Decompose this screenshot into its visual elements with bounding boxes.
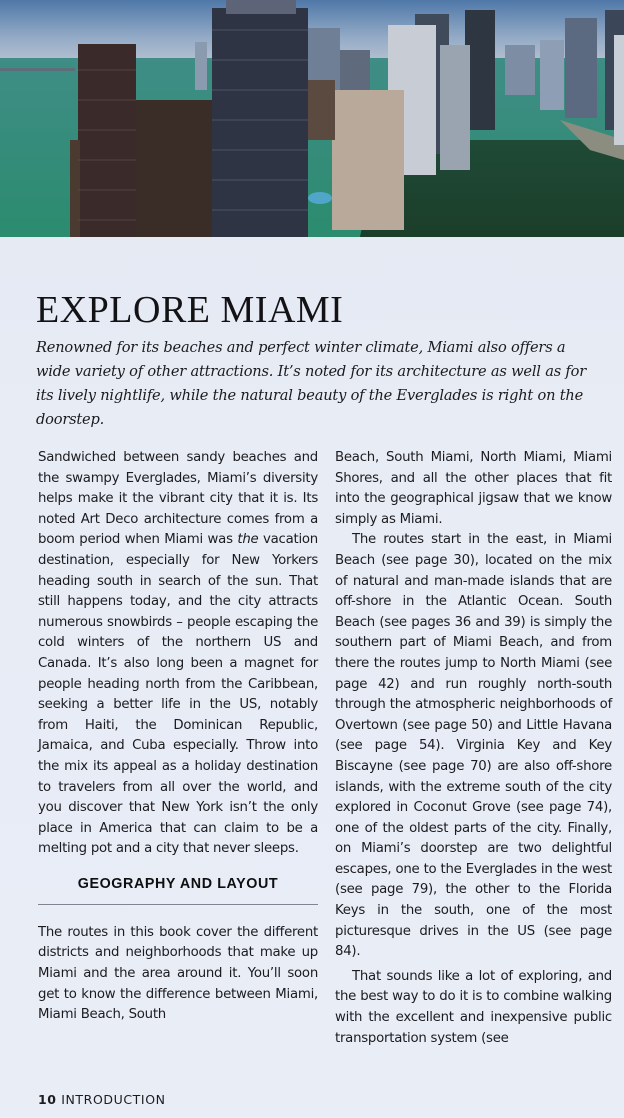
skyline-photo <box>0 0 624 237</box>
section-name: INTRODUCTION <box>61 1092 166 1107</box>
intro-text-end: vacation destination, especially for New Yorkers heading south in search of the sun. That still happens today, and the city attracts numerous snowbirds – people escaping the cold winters of the northern US and Canada. It’s also long been a magnet for people heading north from the Caribbean, seeking a better life in the US, notably from Haiti, the Dominican Republic, Jamaica, and Cuba especially. Throw into the mix its appeal as a holiday destination to travelers from all over the world, and you discover that New York isn’t the only place in America that can claim to be a melting pot and a city that never sleeps. <box>38 532 318 857</box>
intro-paragraph <box>38 448 318 860</box>
body-paragraph: That sounds like a lot of exploring, and the best way to do it is to combine walking with the excellent and inexpensive public transportation system (see <box>335 968 612 1046</box>
article-title: EXPLORE MIAMI <box>36 289 344 331</box>
intro-emphasis: the <box>237 532 259 548</box>
page-number: 10 <box>38 1092 57 1107</box>
article-standfirst: Renowned for its beaches and perfect winter climate, Miami also offers a wide variety of other attractions. It’s noted for its architecture as well as for its lively nightlife, while the natural beauty of the Everglades is right on the doorstep. <box>36 339 586 428</box>
page-footer <box>38 1092 166 1107</box>
section-subheading: GEOGRAPHY AND LAYOUT <box>38 874 318 905</box>
body-paragraph: The routes in this book cover the different districts and neighborhoods that make up Miami and the area around it. You’ll soon get to know the difference between Miami, Miami Beach, South <box>38 924 318 1023</box>
left-column <box>38 448 318 1026</box>
skyline-photo-icon <box>0 0 624 237</box>
right-column <box>335 448 612 1049</box>
intro-text-start: Sandwiched between sandy beaches and the swampy Everglades, Miami’s diversity helps make it the vibrant city that it is. Its noted Art Deco architecture comes from a boom period when Miami was <box>38 450 318 548</box>
body-paragraph: The routes start in the east, in Miami Beach (see page 30), located on the mix of natural and man-made islands that are off-shore in the Atlantic Ocean. South Beach (see pages 36 and 39) is simply the southern part of Miami Beach, and from there the routes jump to North Miami (see page 42) and run roughly north-south through the atmospheric neighborhoods of Overtown (see page 50) and Little Havana (see page 54). Virginia Key and Key Biscayne (see page 70) are also off-shore islands, with the extreme south of the city explored in Coconut Grove (see page 74), one of the oldest parts of the city. Finally, on Miami’s doorstep are two delightful escapes, one to the Everglades in the west (see page 79), the other to the Florida Keys in the south, one of the most picturesque drives in the US (see page 84). <box>335 532 612 960</box>
body-paragraph-continued: Beach, South Miami, North Miami, Miami Shores, and all the other places that fit into the geographical jigsaw that we know simply as Miami. <box>335 450 612 527</box>
